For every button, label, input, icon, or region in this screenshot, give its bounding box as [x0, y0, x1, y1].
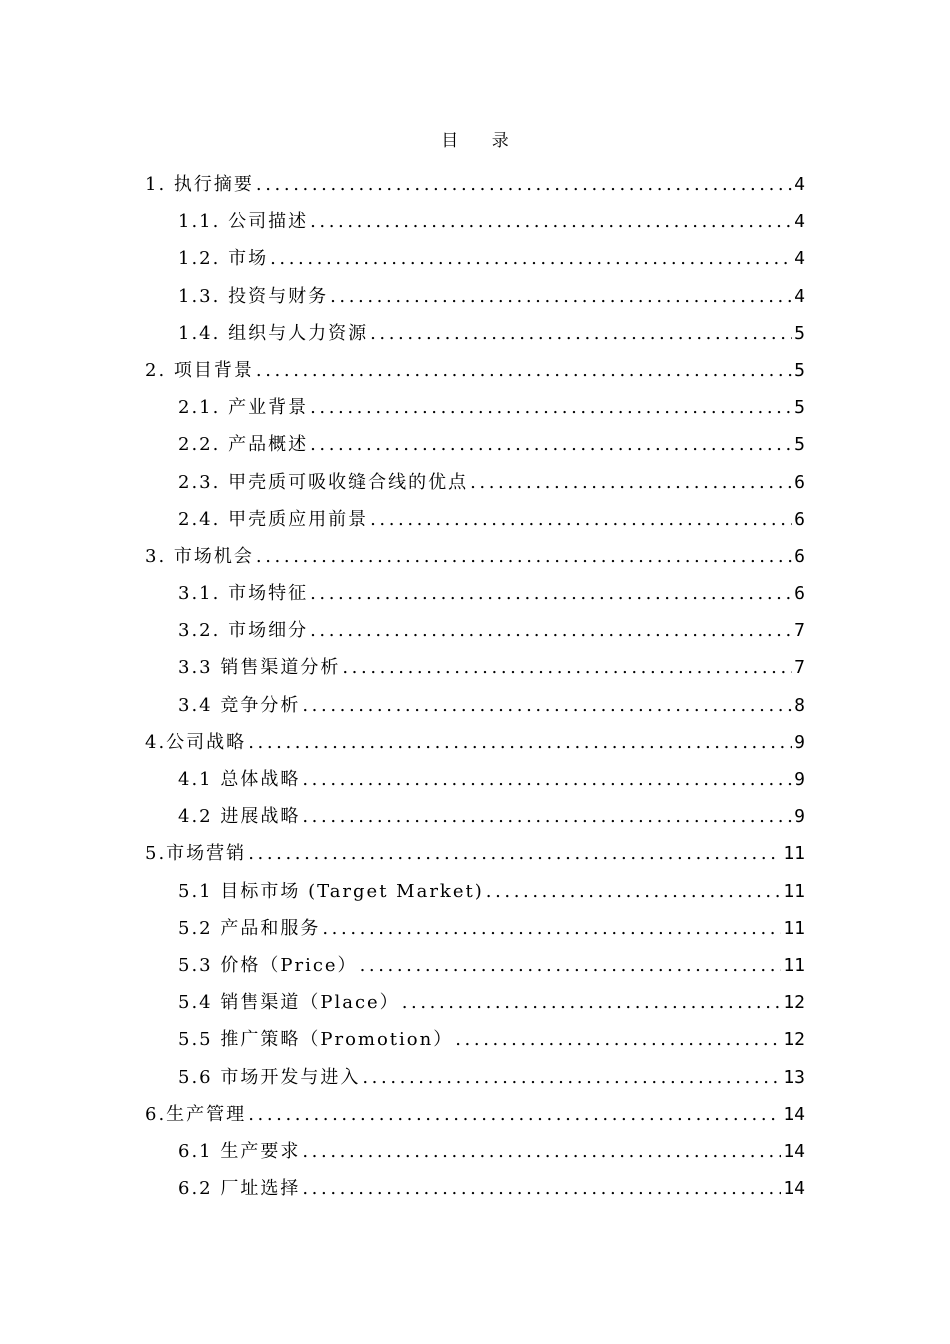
toc-entry-label: 2.3. 甲壳质可吸收缝合线的优点: [178, 471, 469, 493]
toc-entry-page-number: 6: [794, 583, 805, 605]
toc-entry-page-number: 7: [794, 620, 805, 642]
toc-entry-page-number: 11: [783, 917, 805, 939]
toc-entry-label: 2.1. 产业背景: [178, 397, 309, 419]
toc-leader-dots: [402, 984, 782, 1021]
toc-entry-page-number: 5: [794, 322, 805, 344]
table-of-contents: [0, 166, 950, 1207]
toc-entry[interactable]: [0, 947, 950, 984]
toc-entry-label: 3.2. 市场细分: [178, 620, 309, 642]
toc-leader-dots: [455, 1021, 781, 1058]
toc-entry-page-number: 11: [783, 880, 805, 902]
toc-entry-page-number: 5: [794, 397, 805, 419]
toc-entry-page-number: 5: [794, 359, 805, 381]
toc-entry[interactable]: [0, 352, 950, 389]
toc-leader-dots: [256, 538, 792, 575]
toc-entry[interactable]: [0, 315, 950, 352]
toc-entry-page-number: 9: [794, 731, 805, 753]
page-title: 目 录: [441, 131, 523, 151]
toc-entry-page-number: 11: [783, 843, 805, 865]
toc-entry-label: 1.1. 公司描述: [178, 211, 309, 233]
toc-entry[interactable]: [0, 649, 950, 686]
toc-entry-label: 6.1 生产要求: [178, 1140, 301, 1162]
toc-leader-dots: [486, 873, 782, 910]
toc-entry-label: 5.市场营销: [145, 843, 247, 865]
toc-entry-page-number: 14: [783, 1103, 805, 1125]
toc-entry[interactable]: [0, 984, 950, 1021]
toc-entry-page-number: 5: [794, 434, 805, 456]
toc-entry-page-number: 4: [794, 174, 805, 195]
toc-entry[interactable]: [0, 612, 950, 649]
toc-entry-label: 2.2. 产品概述: [178, 434, 309, 456]
toc-entry[interactable]: [0, 575, 950, 612]
toc-entry-label: 1.3. 投资与财务: [178, 285, 329, 307]
toc-leader-dots: [248, 1096, 781, 1133]
toc-entry-label: 5.2 产品和服务: [178, 917, 321, 939]
toc-entry-page-number: 4: [794, 211, 805, 233]
toc-entry-label: 4.公司战略: [145, 731, 247, 753]
toc-entry-label: 3. 市场机会: [145, 545, 254, 567]
toc-entry-label: 5.4 销售渠道（Place）: [178, 992, 400, 1014]
toc-leader-dots: [310, 575, 792, 612]
toc-entry-label: 3.3 销售渠道分析: [178, 657, 341, 679]
toc-entry-page-number: 9: [794, 769, 805, 790]
toc-entry[interactable]: [0, 1170, 950, 1207]
toc-entry-label: 2.4. 甲壳质应用前景: [178, 508, 369, 530]
toc-entry-label: 6.2 厂址选择: [178, 1178, 301, 1200]
toc-entry-label: 1.4. 组织与人力资源: [178, 322, 369, 344]
toc-entry[interactable]: [0, 203, 950, 240]
toc-entry[interactable]: [0, 240, 950, 277]
toc-entry-label: 1.2. 市场: [178, 248, 269, 270]
toc-entry-page-number: 8: [794, 694, 805, 716]
toc-leader-dots: [322, 910, 781, 947]
toc-leader-dots: [310, 203, 792, 240]
toc-entry[interactable]: [0, 278, 950, 315]
toc-leader-dots: [370, 501, 792, 538]
toc-leader-dots: [302, 761, 792, 798]
toc-entry-label: 2. 项目背景: [145, 359, 254, 381]
toc-entry-page-number: 11: [783, 954, 805, 976]
toc-leader-dots: [310, 426, 792, 463]
toc-entry-label: 3.4 竞争分析: [178, 694, 301, 716]
toc-entry[interactable]: [0, 761, 950, 798]
toc-entry[interactable]: [0, 166, 950, 203]
toc-entry-page-number: 7: [794, 657, 805, 679]
toc-entry[interactable]: [0, 538, 950, 575]
toc-entry[interactable]: [0, 1133, 950, 1170]
toc-entry[interactable]: [0, 687, 950, 724]
toc-entry-label: 4.1 总体战略: [178, 769, 301, 790]
toc-entry[interactable]: [0, 1096, 950, 1133]
toc-entry-page-number: 14: [783, 1140, 805, 1162]
toc-entry[interactable]: [0, 1021, 950, 1058]
toc-leader-dots: [302, 687, 792, 724]
toc-entry-page-number: 4: [794, 248, 805, 270]
toc-entry-page-number: 6: [794, 508, 805, 530]
toc-entry-label: 4.2 进展战略: [178, 806, 301, 828]
toc-entry[interactable]: [0, 724, 950, 761]
toc-leader-dots: [302, 798, 792, 835]
toc-entry[interactable]: [0, 873, 950, 910]
toc-entry[interactable]: [0, 501, 950, 538]
toc-entry-label: 3.1. 市场特征: [178, 583, 309, 605]
toc-leader-dots: [360, 947, 782, 984]
toc-leader-dots: [302, 1133, 781, 1170]
toc-leader-dots: [302, 1170, 781, 1207]
toc-entry-label: 1. 执行摘要: [145, 174, 254, 195]
toc-leader-dots: [310, 612, 792, 649]
toc-entry-page-number: 12: [783, 1029, 805, 1051]
toc-entry-label: 6.生产管理: [145, 1103, 247, 1125]
toc-entry[interactable]: [0, 389, 950, 426]
toc-entry-page-number: 12: [783, 992, 805, 1014]
toc-entry-label: 5.3 价格（Price）: [178, 954, 358, 976]
toc-entry-page-number: 6: [794, 545, 805, 567]
toc-entry-page-number: 14: [783, 1178, 805, 1200]
toc-entry[interactable]: [0, 910, 950, 947]
toc-entry-label: 5.5 推广策略（Promotion）: [178, 1029, 454, 1051]
toc-entry-page-number: 6: [794, 471, 805, 493]
toc-leader-dots: [270, 240, 792, 277]
toc-leader-dots: [248, 835, 781, 872]
toc-entry-page-number: 9: [794, 806, 805, 828]
toc-entry-label: 5.6 市场开发与进入: [178, 1066, 361, 1088]
toc-leader-dots: [370, 315, 792, 352]
toc-entry[interactable]: [0, 426, 950, 463]
toc-leader-dots: [342, 649, 792, 686]
toc-entry[interactable]: [0, 798, 950, 835]
toc-entry-label: 5.1 目标市场 (Target Market): [178, 880, 484, 902]
toc-leader-dots: [256, 352, 792, 389]
toc-entry[interactable]: [0, 464, 950, 501]
toc-entry-page-number: 13: [783, 1066, 805, 1088]
toc-entry[interactable]: [0, 835, 950, 872]
toc-leader-dots: [362, 1059, 781, 1096]
toc-leader-dots: [330, 278, 792, 315]
toc-entry-page-number: 4: [794, 285, 805, 307]
toc-leader-dots: [248, 724, 792, 761]
toc-leader-dots: [310, 389, 792, 426]
toc-entry[interactable]: [0, 1059, 950, 1096]
toc-leader-dots: [470, 464, 792, 501]
toc-leader-dots: [256, 166, 792, 203]
